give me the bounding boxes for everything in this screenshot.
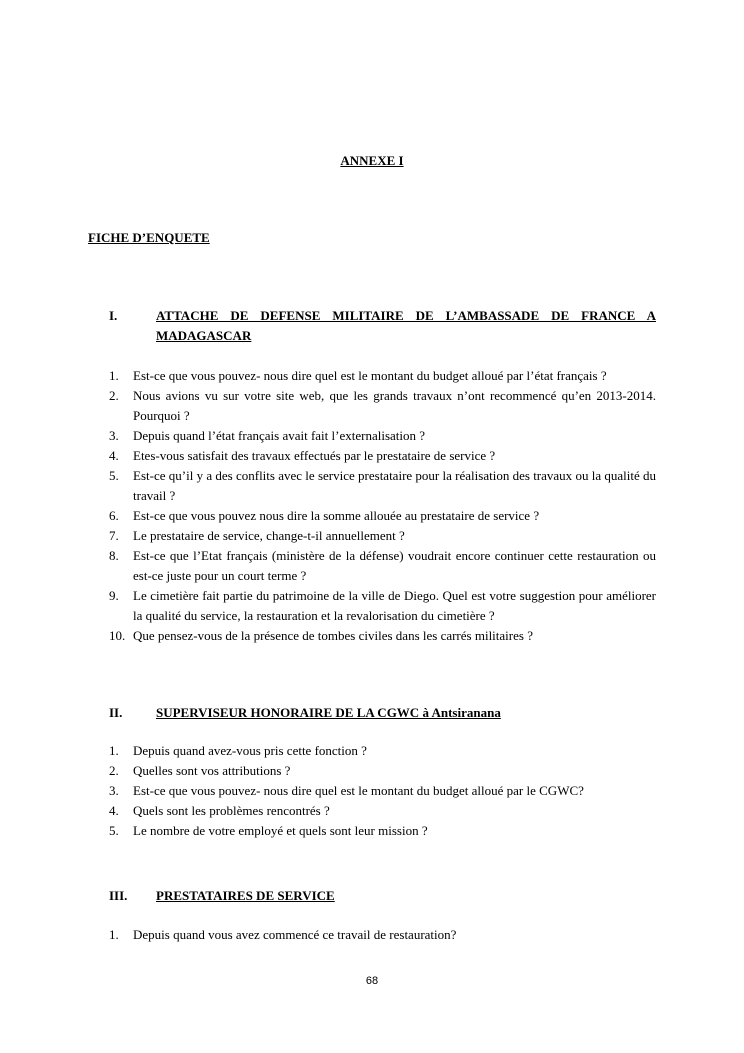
question-number: 1. [109,927,119,942]
section-2 [109,703,656,841]
section-2-heading [109,703,656,723]
question-text: Le cimetière fait partie du patrimoine de la ville de Diego. Quel est votre suggestion pour améliorer la qualité du service, la restauration et la revalorisation du cimetière ? [133,588,656,623]
section-3 [109,886,656,945]
question-number: 3. [109,428,119,443]
list-item [109,506,656,526]
list-item [109,426,656,446]
question-number: 4. [109,803,119,818]
question-number: 8. [109,548,119,563]
question-number: 4. [109,448,119,463]
question-number: 5. [109,823,119,838]
fiche-title: FICHE D’ENQUETE [88,230,210,245]
question-number: 10. [109,628,126,643]
question-number: 5. [109,468,119,483]
section-title: ATTACHE DE DEFENSE MILITAIRE DE L’AMBASSADE DE FRANCE A MADAGASCAR [156,308,656,343]
question-number: 1. [109,368,119,383]
question-text: Est-ce que vous pouvez nous dire la somme allouée au prestataire de service ? [133,508,540,523]
section-number: III. [109,888,128,903]
question-number: 7. [109,528,119,543]
section-1-heading [109,306,656,346]
question-number: 1. [109,743,119,758]
section-3-heading [109,886,656,906]
question-text: Depuis quand l’état français avait fait l’externalisation ? [133,428,426,443]
question-text: Quelles sont vos attributions ? [133,763,291,778]
list-item [109,386,656,426]
question-number: 2. [109,763,119,778]
list-item [109,526,656,546]
question-text: Est-ce que vous pouvez- nous dire quel est le montant du budget alloué par le CGWC? [133,783,584,798]
list-item [109,761,656,781]
section-number: II. [109,705,123,720]
list-item [109,546,656,586]
list-item [109,466,656,506]
list-item [109,446,656,466]
question-text: Quels sont les problèmes rencontrés ? [133,803,330,818]
question-text: Est-ce que vous pouvez- nous dire quel est le montant du budget alloué par l’état français ? [133,368,607,383]
list-item [109,741,656,761]
question-text: Que pensez-vous de la présence de tombes civiles dans les carrés militaires ? [133,628,533,643]
question-text: Est-ce que l’Etat français (ministère de la défense) voudrait encore continuer cette restauration ou est-ce juste pour un court terme ? [133,548,656,583]
question-list [109,366,656,646]
question-list [109,925,656,945]
question-number: 2. [109,388,119,403]
list-item [109,801,656,821]
question-text: Nous avions vu sur votre site web, que les grands travaux n’ont recommencé qu’en 2013-2014. Pourquoi ? [133,388,656,423]
question-text: Le prestataire de service, change-t-il annuellement ? [133,528,405,543]
list-item [109,781,656,801]
list-item [109,821,656,841]
question-number: 3. [109,783,119,798]
list-item [109,626,656,646]
question-text: Le nombre de votre employé et quels sont leur mission ? [133,823,428,838]
annex-title: ANNEXE I [340,153,404,168]
section-title: SUPERVISEUR HONORAIRE DE LA CGWC à Antsiranana [156,705,501,720]
question-text: Etes-vous satisfait des travaux effectués par le prestataire de service ? [133,448,496,463]
section-number: I. [109,308,118,323]
question-number: 9. [109,588,119,603]
section-1 [109,306,656,646]
question-text: Est-ce qu’il y a des conflits avec le service prestataire pour la réalisation des travaux ou la qualité du travail ? [133,468,656,503]
question-number: 6. [109,508,119,523]
list-item [109,925,656,945]
question-text: Depuis quand avez-vous pris cette fonction ? [133,743,367,758]
list-item [109,586,656,626]
list-item [109,366,656,386]
question-list [109,741,656,841]
section-title: PRESTATAIRES DE SERVICE [156,888,335,903]
question-text: Depuis quand vous avez commencé ce travail de restauration? [133,927,457,942]
page-number: 68 [365,975,379,987]
